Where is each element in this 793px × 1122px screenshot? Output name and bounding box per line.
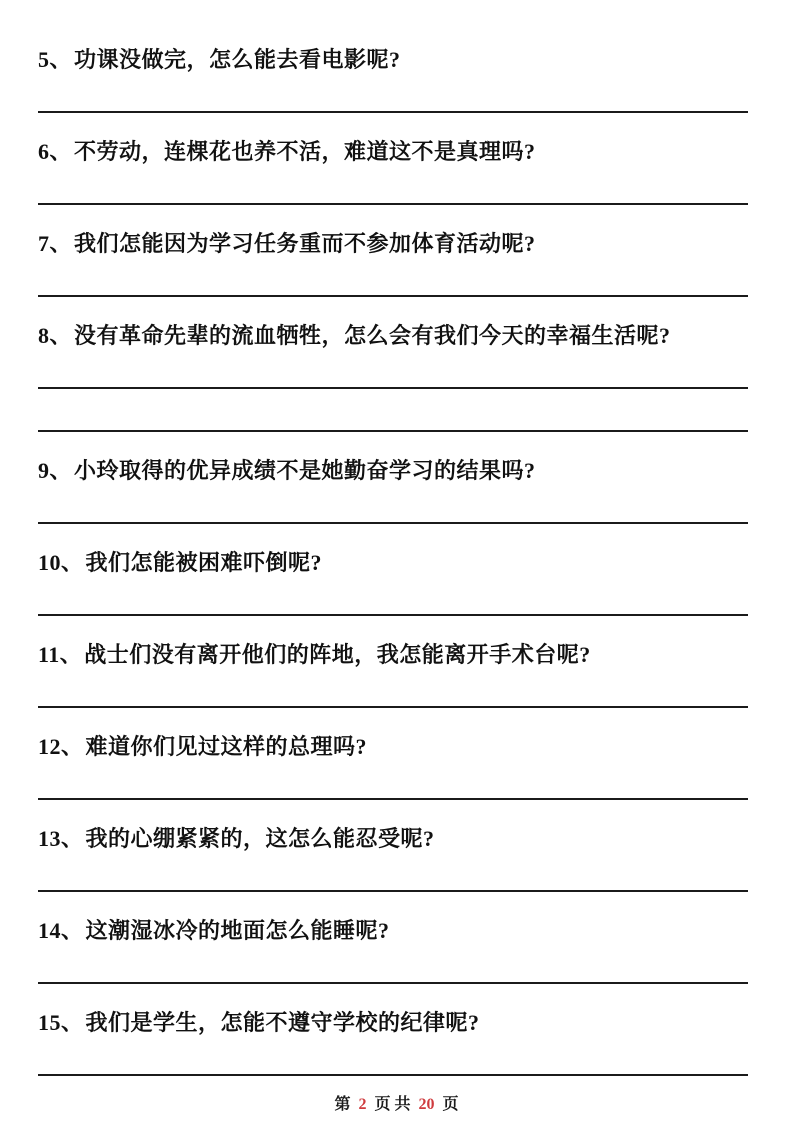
question-text bbox=[38, 916, 748, 946]
item-number: 8、 bbox=[38, 323, 73, 348]
item-number: 13、 bbox=[38, 826, 84, 851]
item-number: 15、 bbox=[38, 1010, 84, 1035]
item-number: 6、 bbox=[38, 139, 73, 164]
question-text bbox=[38, 137, 748, 167]
footer-mid-label: 页 共 bbox=[374, 1096, 411, 1113]
question-text bbox=[38, 45, 748, 75]
answer-line bbox=[38, 203, 748, 205]
answer-line bbox=[38, 387, 748, 389]
footer-total-pages-number: 20 bbox=[418, 1096, 435, 1113]
item-question: 我们怎能被困难吓倒呢? bbox=[85, 550, 323, 575]
question-text bbox=[38, 229, 748, 259]
answer-line bbox=[38, 430, 748, 432]
answer-line bbox=[38, 982, 748, 984]
item-number: 9、 bbox=[38, 458, 73, 483]
item-question: 这潮湿冰冷的地面怎么能睡呢? bbox=[85, 918, 390, 943]
item-question: 战士们没有离开他们的阵地，我怎能离开手术台呢? bbox=[84, 642, 591, 667]
question-item bbox=[38, 640, 748, 708]
question-text bbox=[38, 732, 748, 762]
item-question: 我的心绷紧紧的，这怎么能忍受呢? bbox=[85, 826, 435, 851]
item-question: 功课没做完，怎么能去看电影呢? bbox=[74, 47, 401, 72]
item-question: 小玲取得的优异成绩不是她勤奋学习的结果吗? bbox=[74, 458, 536, 483]
item-number: 11、 bbox=[38, 642, 83, 667]
question-list bbox=[38, 45, 748, 1076]
answer-line bbox=[38, 798, 748, 800]
item-number: 14、 bbox=[38, 918, 84, 943]
item-question: 不劳动，连棵花也养不活，难道这不是真理吗? bbox=[74, 139, 536, 164]
footer-current-page-number: 2 bbox=[358, 1096, 367, 1113]
item-number: 10、 bbox=[38, 550, 84, 575]
answer-line bbox=[38, 706, 748, 708]
answer-line bbox=[38, 1074, 748, 1076]
question-text bbox=[38, 640, 748, 670]
answer-line bbox=[38, 614, 748, 616]
question-item bbox=[38, 732, 748, 800]
question-text bbox=[38, 321, 748, 351]
question-item bbox=[38, 321, 748, 432]
question-item bbox=[38, 548, 748, 616]
question-item bbox=[38, 229, 748, 297]
footer-prefix-label: 第 bbox=[334, 1096, 351, 1113]
answer-line bbox=[38, 111, 748, 113]
item-number: 5、 bbox=[38, 47, 73, 72]
footer-suffix-label: 页 bbox=[442, 1096, 459, 1113]
item-question: 我们是学生，怎能不遵守学校的纪律呢? bbox=[85, 1010, 480, 1035]
item-question: 难道你们见过这样的总理吗? bbox=[85, 734, 368, 759]
question-text bbox=[38, 456, 748, 486]
item-number: 7、 bbox=[38, 231, 73, 256]
question-item bbox=[38, 456, 748, 524]
item-number: 12、 bbox=[38, 734, 84, 759]
page-footer bbox=[0, 1091, 793, 1114]
question-item bbox=[38, 824, 748, 892]
question-item bbox=[38, 1008, 748, 1076]
answer-line bbox=[38, 890, 748, 892]
answer-line bbox=[38, 295, 748, 297]
question-text bbox=[38, 548, 748, 578]
question-text bbox=[38, 824, 748, 854]
answer-line bbox=[38, 522, 748, 524]
item-question: 我们怎能因为学习任务重而不参加体育活动呢? bbox=[74, 231, 536, 256]
question-item bbox=[38, 916, 748, 984]
question-text bbox=[38, 1008, 748, 1038]
question-item bbox=[38, 137, 748, 205]
question-item bbox=[38, 45, 748, 113]
item-question: 没有革命先辈的流血牺牲，怎么会有我们今天的幸福生活呢? bbox=[74, 323, 671, 348]
